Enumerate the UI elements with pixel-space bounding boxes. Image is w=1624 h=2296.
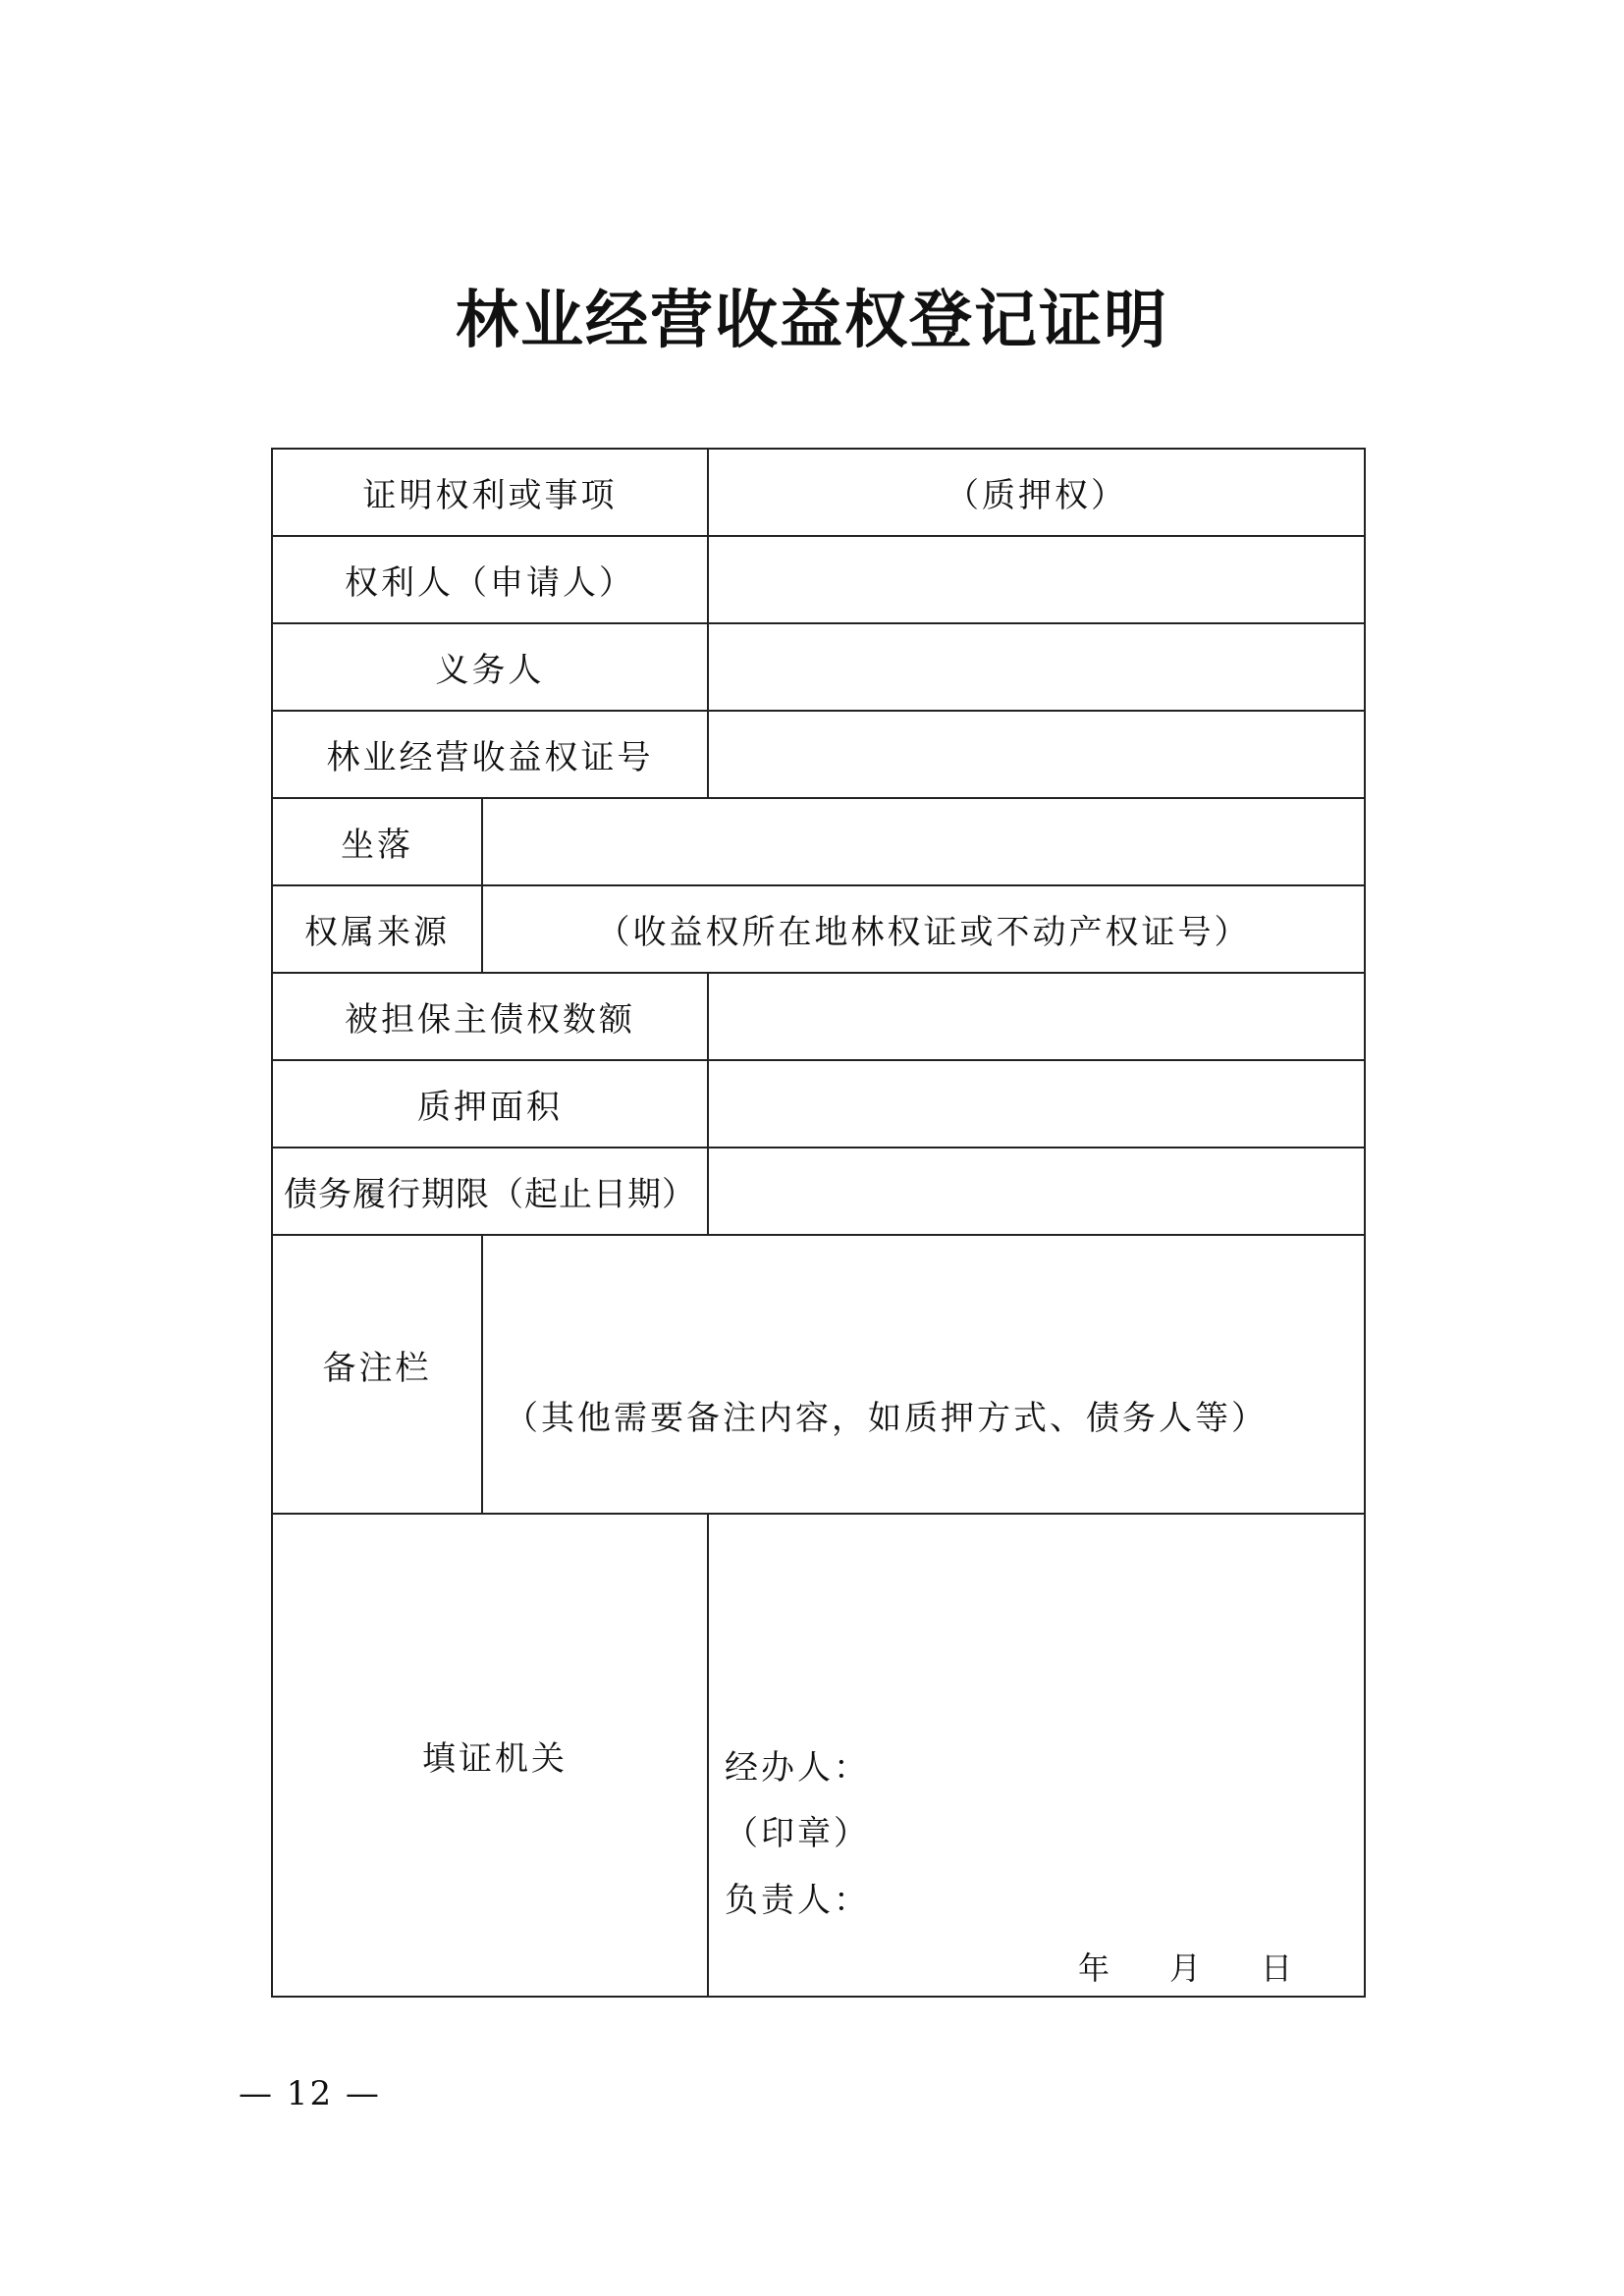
table-row-certificate-no: [272, 711, 1365, 798]
obligor-label: 义务人: [272, 623, 708, 711]
table-row-obligor: [272, 623, 1365, 711]
ownership-source-value[interactable]: （收益权所在地林权证或不动产权证号）: [482, 885, 1365, 973]
remarks-value-cell[interactable]: [482, 1235, 1365, 1514]
issuing-authority-label: 填证机关: [272, 1514, 708, 1997]
table-row-debt-period: [272, 1148, 1365, 1235]
table-row-right-or-matter: [272, 449, 1365, 536]
table-row-ownership-source: [272, 885, 1365, 973]
certificate-no-label: 林业经营收益权证号: [272, 711, 708, 798]
right-or-matter-value[interactable]: （质押权）: [708, 449, 1365, 536]
obligor-value[interactable]: [708, 623, 1365, 711]
right-or-matter-label: 证明权利或事项: [272, 449, 708, 536]
table-row-right-holder: [272, 536, 1365, 623]
pledge-area-value[interactable]: [708, 1060, 1365, 1148]
responsible-person-label: 负责人：: [725, 1881, 870, 1920]
secured-amount-value[interactable]: [708, 973, 1365, 1060]
remarks-hint-text: （其他需要备注内容，如质押方式、债务人等）: [505, 1399, 1268, 1438]
registration-certificate-table: [271, 448, 1366, 1998]
page-number: — 12 —: [239, 2074, 381, 2113]
certificate-no-value[interactable]: [708, 711, 1365, 798]
location-label: 坐落: [272, 798, 482, 885]
issuing-authority-value-cell[interactable]: [708, 1514, 1365, 1997]
table-row-remarks: [272, 1235, 1365, 1514]
right-holder-value[interactable]: [708, 536, 1365, 623]
table-row-secured-amount: [272, 973, 1365, 1060]
pledge-area-label: 质押面积: [272, 1060, 708, 1148]
right-holder-label: 权利人（申请人）: [272, 536, 708, 623]
date-year-label: 年: [1077, 1949, 1112, 1987]
debt-period-value[interactable]: [708, 1148, 1365, 1235]
debt-period-label: 债务履行期限（起止日期）: [272, 1148, 708, 1235]
date-month-label: 月: [1168, 1949, 1204, 1987]
location-value[interactable]: [482, 798, 1365, 885]
secured-amount-label: 被担保主债权数额: [272, 973, 708, 1060]
remarks-label: 备注栏: [272, 1235, 482, 1514]
ownership-source-label: 权属来源: [272, 885, 482, 973]
handler-label: 经办人：: [725, 1748, 870, 1788]
table-row-issuing-authority: [272, 1514, 1365, 1997]
date-day-label: 日: [1260, 1949, 1295, 1987]
table-row-pledge-area: [272, 1060, 1365, 1148]
table-row-location: [272, 798, 1365, 885]
issue-date: [1078, 1944, 1295, 1989]
document-title: 林业经营收益权登记证明: [456, 284, 1168, 357]
seal-label: （印章）: [725, 1814, 870, 1853]
